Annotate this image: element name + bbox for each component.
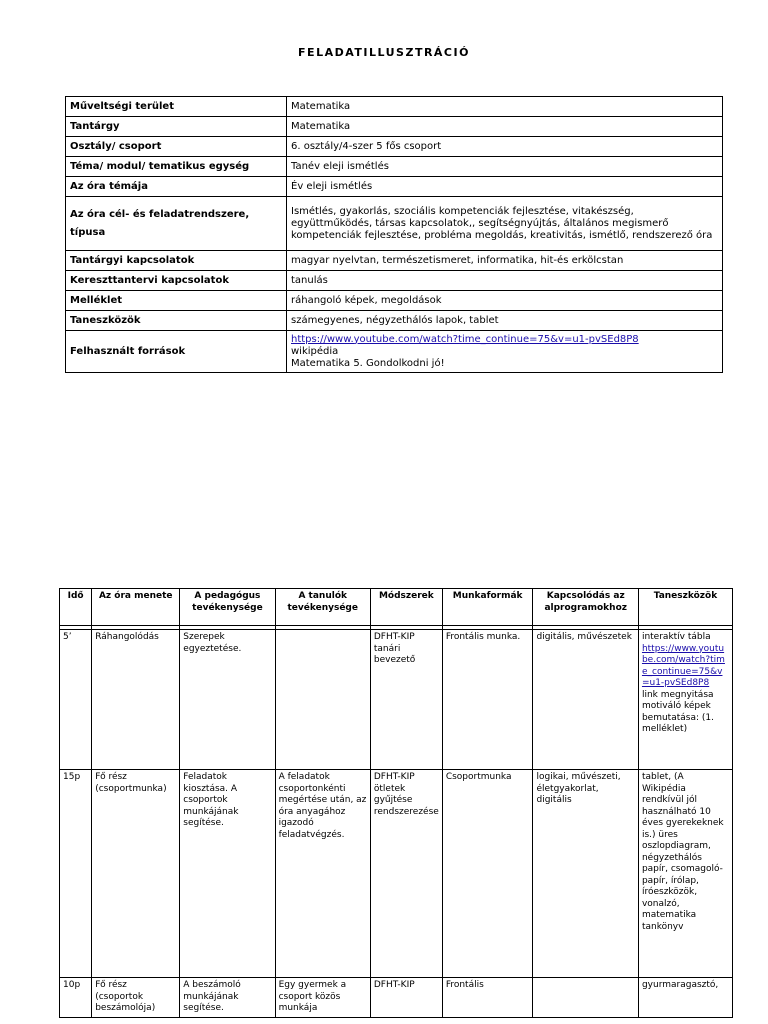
info-value: Év eleji ismétlés (287, 177, 723, 197)
info-value: számegyenes, négyzethálós lapok, tablet (287, 311, 723, 331)
cell-students: Egy gyermek a csoport közös munkája (275, 978, 370, 1018)
tools-text: link megnyitása motiváló képek bemutatása: (1. melléklet) (641, 689, 714, 734)
info-label: Téma/ modul/ tematikus egység (66, 157, 287, 177)
info-row-sources (66, 331, 723, 373)
info-row (66, 137, 723, 157)
info-label: Az óra témája (66, 177, 287, 197)
col-header: Taneszközök (638, 589, 732, 626)
cell-step: Ráhangolódás (92, 630, 180, 770)
info-label: Tantárgyi kapcsolatok (66, 251, 287, 271)
cell-students (275, 630, 370, 770)
info-row (66, 251, 723, 271)
info-label: Osztály/ csoport (66, 137, 287, 157)
info-row (66, 157, 723, 177)
col-header: Kapcsolódás az alprogramokhoz (533, 589, 638, 626)
col-header: Munkaformák (442, 589, 533, 626)
cell-forms: Frontális (442, 978, 533, 1018)
cell-teacher: Feladatok kiosztása. A csoportok munkájának segítése. (180, 770, 275, 978)
info-value: Matematika (287, 97, 723, 117)
info-label: Taneszközök (66, 311, 287, 331)
cell-methods: DFHT-KIP (370, 978, 442, 1018)
table-row (60, 978, 733, 1018)
info-label: Melléklet (66, 291, 287, 311)
cell-links: logikai, művészeti, életgyakorlat, digitális (533, 770, 638, 978)
plan-header-row (60, 589, 733, 626)
cell-links (533, 978, 638, 1018)
cell-teacher: Szerepek egyeztetése. (180, 630, 275, 770)
info-table (65, 96, 723, 373)
table-row (60, 770, 733, 978)
col-header: Az óra menete (92, 589, 180, 626)
info-label: Kereszttantervi kapcsolatok (66, 271, 287, 291)
info-value: Ismétlés, gyakorlás, szociális kompetenciák fejlesztése, vitakészség, együttműködés, társas kapcsolatok,, segítségnyújtás, általános megismerő kompetenciák fejlesztése, probléma megoldás, kreativitás, ismétlő, rendszerező óra (287, 197, 723, 251)
info-value: 6. osztály/4-szer 5 fős csoport (287, 137, 723, 157)
table-row (60, 630, 733, 770)
info-value: Tanév eleji ismétlés (287, 157, 723, 177)
cell-forms: Frontális munka. (442, 630, 533, 770)
cell-time: 5’ (60, 630, 92, 770)
info-row (66, 197, 723, 251)
cell-time: 10p (60, 978, 92, 1018)
tools-text: interaktív tábla (641, 632, 711, 642)
cell-tools: tablet, (A Wikipédia rendkívül jól használható 10 éves gyerekeknek is.) üres oszlopdiagram, négyzethálós papír, csomagoló-papír, írólap, íróeszközök, vonalzó, matematika tankönyv (638, 770, 732, 978)
source-line: Matematika 5. Gondolkodni jó! (291, 357, 445, 369)
info-row (66, 97, 723, 117)
col-header: Módszerek (370, 589, 442, 626)
info-value: Matematika (287, 117, 723, 137)
tools-link[interactable]: https://www.youtube.com/watch?time_continue=75&v=u1-pvSEd8P8 (641, 643, 725, 688)
source-link[interactable]: https://www.youtube.com/watch?time_continue=75&v=u1-pvSEd8P8 (291, 333, 639, 345)
cell-step: Fő rész (csoportok beszámolója) (92, 978, 180, 1018)
info-label: Tantárgy (66, 117, 287, 137)
cell-step: Fő rész (csoportmunka) (92, 770, 180, 978)
col-header: A tanulók tevékenysége (275, 589, 370, 626)
cell-teacher: A beszámoló munkájának segítése. (180, 978, 275, 1018)
cell-methods: DFHT-KIP tanári bevezető (370, 630, 442, 770)
info-row (66, 311, 723, 331)
col-header: Idő (60, 589, 92, 626)
info-label: Az óra cél- és feladatrendszere, típusa (66, 197, 287, 251)
info-row (66, 177, 723, 197)
info-value: tanulás (287, 271, 723, 291)
lesson-plan-table (59, 588, 733, 1018)
cell-forms: Csoportmunka (442, 770, 533, 978)
cell-tools: gyurmaragasztó, (638, 978, 732, 1018)
info-value: magyar nyelvtan, természetismeret, informatika, hit-és erkölcstan (287, 251, 723, 271)
cell-time: 15p (60, 770, 92, 978)
info-value-sources (287, 331, 723, 373)
info-row (66, 291, 723, 311)
info-row (66, 117, 723, 137)
cell-tools (638, 630, 732, 770)
info-label: Műveltségi terület (66, 97, 287, 117)
page-title: FELADATILLUSZTRÁCIÓ (298, 46, 470, 59)
info-value: ráhangoló képek, megoldások (287, 291, 723, 311)
cell-methods: DFHT-KIP ötletek gyűjtése rendszerezése (370, 770, 442, 978)
info-row (66, 271, 723, 291)
cell-students: A feladatok csoportonkénti megértése után, az óra anyagához igazodó feladatvégzés. (275, 770, 370, 978)
info-label: Felhasznált források (66, 331, 287, 373)
cell-links: digitális, művészetek (533, 630, 638, 770)
source-line: wikipédia (291, 345, 339, 357)
col-header: A pedagógus tevékenysége (180, 589, 275, 626)
